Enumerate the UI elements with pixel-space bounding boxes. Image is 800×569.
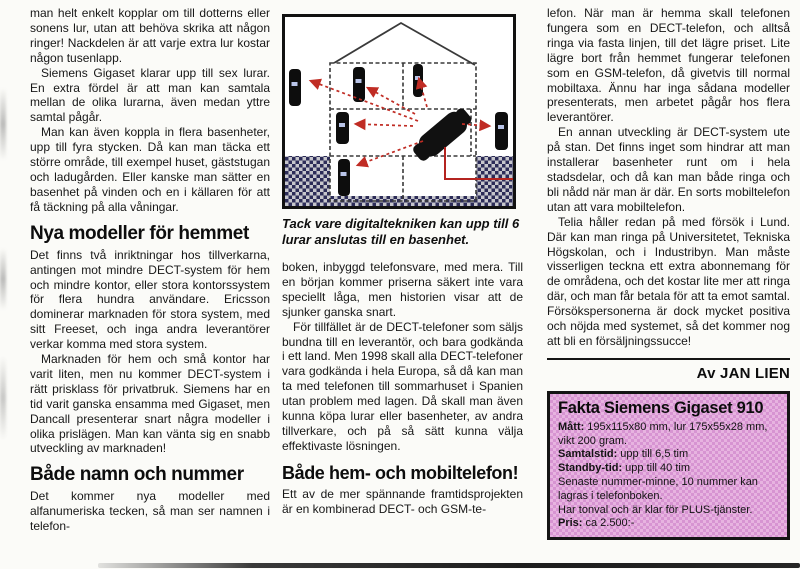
paragraph: Det kommer nya modeller med alfanumeriska tecken, så man ser namnen i telefon- [30,489,270,534]
factbox-value: ca 2.500:- [585,517,635,530]
handset-icon [336,112,349,144]
factbox-value: Har tonval och är klar för PLUS-tjänster. [558,503,753,516]
column-left [30,6,270,534]
ground-hatch [285,156,513,206]
factbox-line [558,504,779,518]
section-heading-name-number: Både namn och nummer [30,464,244,486]
signal-arrow-icon [356,124,413,126]
factbox-line [558,462,779,476]
column-middle [282,6,523,517]
factbox-value: upp till 6,5 tim [620,448,689,461]
factbox-label: Standby-tid: [558,462,623,475]
factbox-line [558,421,779,449]
factbox-line [558,517,779,531]
factbox-value: Senaste nummer-minne, 10 nummer kan lagras i telefonboken. [558,476,758,502]
paragraph: En annan utveckling är DECT-system ute på stan. Det finns inget som hindrar att man installerar basenheter runt om i hela stadsdelar, och då kan man både ringa och bli nådd när man är där. En sorts mobiltelefon utan att vara mobiltelefon. [547,125,790,214]
section-heading-new-models: Nya modeller för hemmet [30,222,249,244]
section-heading-home-mobile: Både hem- och mobiltelefon! [282,462,519,483]
paragraph: boken, inbyggd telefonsvare, med mera. Till en början kommer priserna säkert inte vara speciellt låga, men historien visar att de sjunker ganska snart. [282,260,523,319]
figure-caption: Tack vare digitaltekniken kan upp till 6 lurar anslutas till en basenhet. [282,216,520,247]
handset-icon [289,69,301,106]
factbox-value: 195x115x80 mm, lur 175x55x28 mm, vikt 200 gram. [558,420,768,447]
paragraph: man helt enkelt kopplar om till dotterns eller sonens lur, utan att behöva skrika att någon ringer! Nackdelen är att varje extra lur kostar någon tusenlapp. [30,6,270,65]
paragraph: Ett av de mer spännande framtidsprojekten är en kombinerad DECT- och GSM-te- [282,486,523,516]
column-right [547,6,790,540]
factbox-title: Fakta Siemens Gigaset 910 [558,398,764,417]
factbox-siemens-gigaset [547,391,790,540]
factbox-line [558,448,779,462]
handset-icon [338,159,350,196]
factbox-label: Samtalstid: [558,448,618,461]
handset-icon [495,112,508,150]
signal-arrow-icon [358,141,423,165]
scan-smudge [0,356,6,440]
paragraph: Siemens Gigaset klarar upp till sex lurar. En extra fördel är att man kan samtala mellan de olika lurarna, även medan yttre samtal pågår. [30,65,270,125]
handset-icon [413,64,423,97]
byline: Av JAN LIEN [696,364,790,382]
house-coverage-diagram [285,17,513,206]
paragraph: lefon. När man är hemma skall telefonen fungera som en DECT-telefon, och alltså ringa via fasta linjen, till det lägre priset. Lite lägre bort från hemmet fungerar telefonen som en GSM-telefon, då givetvis till normal mobiltaxa. Ännu har inga sådana modeller presenterats, men arbetet pågår hos flera leverantörer. [547,6,790,125]
dect-coverage-illustration [282,14,516,209]
paragraph: Telia håller redan på med försök i Lund. Där kan man ringa på Universitetet, Tekniska Högskolan, och i Industribyn. Man måste visserligen teckna ett extra abonnemang för de områdena, och det kostar lite mer att ringa där, och man får betala för att ta emot samtal. Försökspersonerna är dock mycket positiva och nöjda med systemet, så det kommer nog att bli en försäljningssucce! [547,214,790,348]
factbox-value: upp till 40 tim [625,462,690,475]
factbox-label: Mått: [558,420,585,433]
page-edge-bar [98,563,800,568]
paragraph: Marknaden för hem och små kontor har varit liten, men nu kommer DECT-system i rätt prisklass för privatbruk. Siemens har en tid varit ganska ensamma med Gigaset, men Dancall presenterar snart några modeller i olika prislägen. Man kan vänta sig en snabb utveckling av marknaden! [30,352,270,456]
scan-smudge [0,248,6,310]
paragraph: Det finns två inriktningar hos tillverkarna, antingen mot mindre DECT-system för hem och mindre kontor, eller stora kontorssystem för flera hundra användare. Ericsson dominerar marknaden för stora system, med sitt Freeset, och inga andra leverantörer verkar komma med stora system. [30,247,270,352]
signal-arrow-icon [368,88,415,114]
scan-smudge [0,88,6,160]
factbox-line [558,476,779,504]
byline-divider [547,358,790,360]
factbox-label: Pris: [558,517,583,530]
paragraph: För tillfället är de DECT-telefoner som säljs bundna till en leverantör, och bara godkända i ett land. Men 1998 skall alla DECT-telefoner vara godkända i hela Europa, så då kan man ta med telefonen till sommarhuset i Spanien utan problem med lagen. Då skall man även kunna köpa lurar eller basenheter, av andra tillverkare, och på så sätt kunna välja effektivaste lösningen. [282,319,523,453]
paragraph: Man kan även koppla in flera basenheter, upp till fyra stycken. Då kan man täcka ett större område, till exempel huset, gäststugan och ladugården. Eller kanske man sätter en basenhet på vinden och en i källaren för att få täckning på alla våningar. [30,125,270,214]
